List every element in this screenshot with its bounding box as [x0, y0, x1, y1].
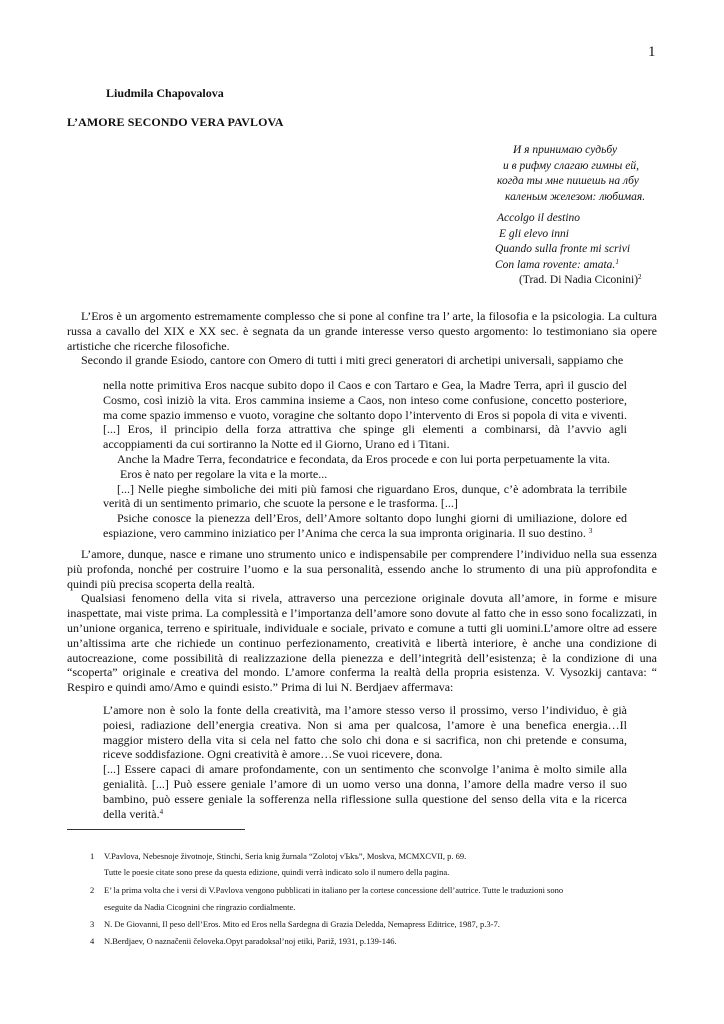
quote-paragraph: Anche la Madre Terra, fecondatrice e fecondata, da Eros procede e con lui porta perpetuamente la vita. [117, 451, 611, 466]
footnote-ref-2: 2 [638, 273, 642, 281]
epigraph-italian [495, 211, 705, 289]
footnote-separator [67, 829, 245, 830]
quote-esiodo [103, 378, 627, 541]
epigraph-ru-line: и в рифму слагаю гимны ей, [503, 159, 639, 172]
footnote-3 [90, 919, 660, 930]
quote-paragraph-last [103, 511, 627, 541]
page-number: 1 [648, 44, 656, 60]
footnote-ref-3: 3 [588, 526, 593, 535]
footnote-4 [90, 936, 660, 947]
footnote-2 [90, 885, 660, 896]
footnote-text: E’ la prima volta che i versi di V.Pavlova vengono pubblicati in italiano per la cortese concessione dell’autrice. Tutte le traduzioni sono [104, 885, 564, 895]
epigraph-ru-line: каленым железом: любимая. [505, 190, 646, 203]
paragraph-amore: L’amore, dunque, nasce e rimane uno strumento unico e indispensabile per comprendere l’individuo nella sua essenza più profonda, nonché per costruire l’uomo e la sua personalità, essendo anche lo strumento di una più approfondita e quindi più precisa scoperta della realtà. [67, 547, 657, 591]
quote-paragraph: Eros è nato per regolare la vita e la morte... [120, 466, 328, 481]
footnote-2-cont [104, 902, 674, 913]
epigraph-it-line-last [495, 258, 705, 274]
footnote-text: eseguite da Nadia Cicognini che ringrazio cordialmente. [104, 902, 296, 912]
body-paragraphs [67, 547, 657, 695]
epigraph-it-line: Con lama rovente: amata. [495, 258, 616, 271]
intro-paragraphs [67, 309, 657, 368]
footnote-number: 1 [90, 851, 95, 861]
paragraph-fenomeno: Qualsiasi fenomeno della vita si rivela, attraverso una percezione originale dovuta all’amore, in forme e misure inaspettate, mai viste prima. La complessità e l’importanza dell’amore sono dovute al fatto che in esso sono focalizzati, in un’unione organica, terreno e spirituale, individuale e sociale, privato e comune a tutti gli uomini.L’amore oltre ad essere un’altissima arte che richiede un continuo perfezionamento, creatività e libertà interiore, è anche una condizione di autocreazione, come possibilità di realizzazione della pienezza e dell’integrità dell’esistenza; è la condizione di una “scoperta” originale e creativa del mondo. L’amore conferma la realtà della propria esistenza. V. Vysozkij cantava: “ Respiro e quindi amo/Amo e quindi esisto.” Prima di lui N. Berdjaev affermava: [67, 591, 657, 695]
quote-berdjaev [103, 703, 627, 821]
epigraph-ru-line: И я принимаю судьбу [513, 144, 618, 156]
epigraph-it-line: E gli elevo inni [499, 227, 569, 240]
footnote-1 [90, 851, 660, 862]
footnote-number: 4 [90, 936, 95, 946]
quote-paragraph-last [103, 762, 627, 821]
quote-paragraph: L’amore non è solo la fonte della creatività, ma l’amore stesso verso il prossimo, verso l’individuo, è già poiesi, radiazione dell’energia creativa. Non si ama per qualcosa, l’amore è una benefica energia…Il maggior mistero della vita si cela nel fatto che solo chi dona e si sacrifica, non chi pretende e consuma, riceve soddisfazione. Ogni creatività è amore…Se vuoi ricevere, dona. [103, 703, 627, 762]
footnote-text: N.Berdjaev, O naznačenii čeloveka.Opyt paradoksal’noj etiki, Pariž, 1931, p.139-146. [104, 936, 397, 946]
paragraph-eros-intro: L’Eros è un argomento estremamente complesso che si pone al confine tra l’ arte, la filosofia e la psicologia. La cultura russa a cavallo del XIX e XX sec. è segnata da un grande interesse verso questo argomento: lo testimoniano sia opere artistiche che ricerche filosofiche. [67, 309, 657, 353]
translation-credit-line [495, 273, 705, 289]
footnote-text: N. De Giovanni, Il peso dell’Eros. Mito ed Eros nella Sardegna di Grazia Deledda, Nemapress Editrice, 1987, p.3-7. [104, 919, 500, 929]
footnote-number: 3 [90, 919, 95, 929]
epigraph-ru-line: когда ты мне пишешь на лбу [497, 175, 639, 187]
footnote-text: Tutte le poesie citate sono prese da questa edizione, quindi verrà indicato solo il numero della pagina. [104, 867, 450, 877]
paragraph-esiodo: Secondo il grande Esiodo, cantore con Omero di tutti i miti greci generatori di archetipi universali, sappiamo che [81, 353, 624, 368]
footnote-ref-4: 4 [159, 807, 164, 816]
quote-text: Psiche conosce la pienezza dell’Eros, dell’Amore soltanto dopo lunghi giorni di umiliazione, dolore ed espiazione, vero cammino iniziatico per l’Anima che cerca la sua impronta originaria. Il suo destino. [103, 511, 627, 540]
quote-paragraph: [...] Nelle pieghe simboliche dei miti più famosi che riguardano Eros, dunque, c’è adombrata la terribile verità di un sentimento primario, che scuote la persone e le trasforma. [...] [103, 481, 627, 511]
footnote-ref-1: 1 [615, 257, 619, 266]
footnote-number: 2 [90, 885, 95, 895]
author-name: Liudmila Chapovalova [106, 86, 224, 100]
translation-credit: (Trad. Di Nadia Ciconini) [519, 274, 639, 286]
quote-paragraph: nella notte primitiva Eros nacque subito dopo il Caos e con Tartaro e Gea, la Madre Terra, aprì il guscio del Cosmo, così iniziò la vita. Eros cammina insieme a Caos, non inteso come confusione, concetto posteriore, ma come spazio immenso e vuoto, voragine che soltanto dopo l’intervento di Eros si popola di vita e viventi.[...] Eros, il principio della forza attrattiva che spinge gli elementi a combinarsi, dà l’avvio agli accoppiamenti da cui sortiranno la Notte ed il Giorno, Urano ed i Titani. [103, 378, 627, 452]
quote-text: [...] Essere capaci di amare profondamente, con un sentimento che sconvolge l’anima è molto simile alla genialità. [...] Può essere geniale l’amore di un uomo verso una donna, l’amore della madre verso il suo bambino, può essere geniale la sofferenza nella riflessione sulla questione del senso della vita e la ricerca della verità. [103, 762, 627, 821]
epigraph-russian [497, 143, 707, 205]
footnote-text: V.Pavlova, Nebesnoje životnoje, Stinchi, Seria knig žurnala “Zolotoj vЪkъ”, Moskva, MCMXCVII, p. 69. [104, 851, 467, 861]
document-title: L’AMORE SECONDO VERA PAVLOVA [67, 115, 284, 129]
footnote-1-cont [104, 867, 674, 878]
epigraph-it-line: Accolgo il destino [497, 212, 581, 224]
epigraph-it-line: Quando sulla fronte mi scrivi [495, 243, 631, 255]
